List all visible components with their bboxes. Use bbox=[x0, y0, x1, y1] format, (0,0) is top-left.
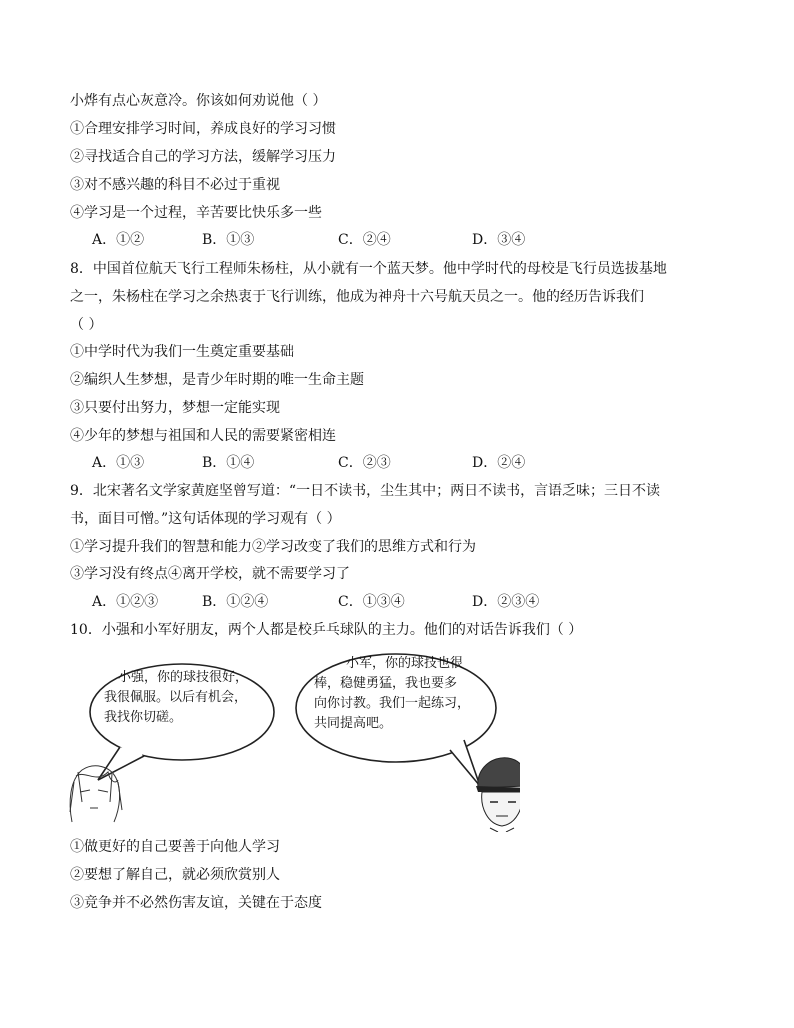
q9-option-c[interactable]: C．①③④ bbox=[338, 594, 405, 610]
q9-stem-line-1: 9．北宋著名文学家黄庭坚曾写道：“一日不读书，尘生其中；两日不读书，言语乏味；三日不读 bbox=[70, 483, 661, 499]
q8-statement-3: ③只要付出努力，梦想一定能实现 bbox=[70, 400, 280, 416]
q10-statement-2: ②要想了解自己，就必须欣赏别人 bbox=[70, 867, 280, 883]
q9-statement-1: ①学习提升我们的智慧和能力②学习改变了我们的思维方式和行为 bbox=[70, 539, 476, 555]
q7-statement-3: ③对不感兴趣的科目不必过于重视 bbox=[70, 177, 280, 193]
q7-option-d[interactable]: D．③④ bbox=[472, 232, 526, 248]
q7-stem: 小烨有点心灰意冷。你该如何劝说他（ ） bbox=[70, 93, 327, 109]
q10-stem: 10．小强和小军好朋友，两个人都是校乒乓球队的主力。他们的对话告诉我们（ ） bbox=[70, 622, 583, 638]
q9-statement-2: ③学习没有终点④离开学校，就不需要学习了 bbox=[70, 566, 350, 582]
q8-stem-line-2: 之一，朱杨柱在学习之余热衷于飞行训练，他成为神舟十六号航天员之一。他的经历告诉我们 bbox=[70, 289, 644, 305]
bubble-left-line-1: 小强，你的球技很好， bbox=[118, 670, 249, 685]
q8-option-d[interactable]: D．②④ bbox=[472, 455, 526, 471]
bubble-right-line-2: 棒，稳健勇猛，我也要多 bbox=[314, 676, 458, 691]
q7-statement-1: ①合理安排学习时间，养成良好的学习习惯 bbox=[70, 121, 336, 137]
q10-statement-1: ①做更好的自己要善于向他人学习 bbox=[70, 839, 280, 855]
q8-statement-4: ④少年的梦想与祖国和人民的需要紧密相连 bbox=[70, 428, 336, 444]
q7-option-c[interactable]: C．②④ bbox=[338, 232, 391, 248]
bubble-right-line-4: 共同提高吧。 bbox=[314, 716, 393, 731]
q10-statement-3: ③竞争并不必然伤害友谊，关键在于态度 bbox=[70, 895, 322, 911]
q8-option-a[interactable]: A．①③ bbox=[92, 455, 145, 471]
q8-statement-1: ①中学时代为我们一生奠定重要基础 bbox=[70, 344, 294, 360]
q8-statement-2: ②编织人生梦想，是青少年时期的唯一生命主题 bbox=[70, 372, 364, 388]
left-character-girl-icon bbox=[70, 766, 122, 822]
q9-option-d[interactable]: D．②③④ bbox=[472, 594, 540, 610]
q7-statement-2: ②寻找适合自己的学习方法，缓解学习压力 bbox=[70, 149, 336, 165]
q7-option-b[interactable]: B．①③ bbox=[202, 232, 255, 248]
q9-option-a[interactable]: A．①②③ bbox=[92, 594, 159, 610]
right-character-boy-icon bbox=[476, 758, 520, 832]
bubble-right-line-1: 小军，你的球技也很 bbox=[346, 656, 464, 671]
bubble-right-line-3: 向你讨教。我们一起练习， bbox=[314, 696, 471, 711]
q7-option-a[interactable]: A．①② bbox=[92, 232, 145, 248]
q9-option-b[interactable]: B．①②④ bbox=[202, 594, 269, 610]
bubble-left-line-3: 我找你切磋。 bbox=[104, 710, 183, 725]
q9-stem-line-2: 书，面目可憎。”这句话体现的学习观有（ ） bbox=[70, 511, 341, 527]
q8-stem-line-3: （ ） bbox=[70, 317, 103, 333]
q8-option-c[interactable]: C．②③ bbox=[338, 455, 391, 471]
q8-option-b[interactable]: B．①④ bbox=[202, 455, 255, 471]
q7-statement-4: ④学习是一个过程，辛苦要比快乐多一些 bbox=[70, 205, 322, 221]
bubble-left-line-2: 我很佩服。以后有机会， bbox=[104, 690, 248, 705]
q8-stem-line-1: 8．中国首位航天飞行工程师朱杨柱，从小就有一个蓝天梦。他中学时代的母校是飞行员选拔基地 bbox=[70, 261, 667, 277]
